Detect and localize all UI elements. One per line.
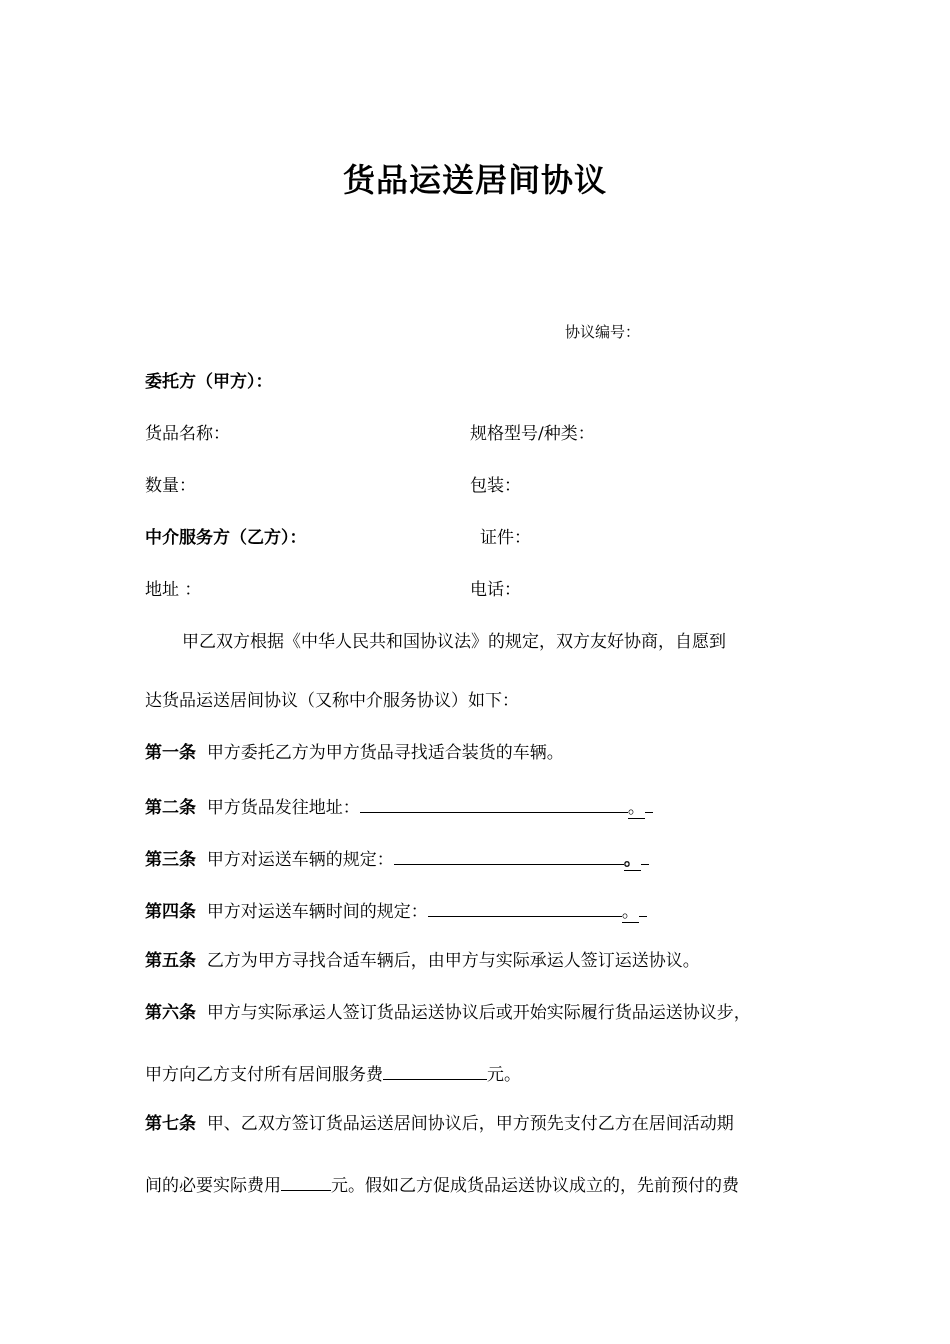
agreement-number-label: 协议编号： <box>565 323 641 341</box>
clause-7-line-2 <box>145 1172 739 1197</box>
phone-label: 电话： <box>470 580 521 600</box>
goods-spec-label: 规格型号/种类： <box>470 424 595 444</box>
clause-1-text: 甲方委托乙方为甲方货品寻找适合装货的车辆。 <box>206 743 564 763</box>
clause-2 <box>145 794 653 819</box>
clause-6-line2-pre: 甲方向乙方支付所有居间服务费 <box>145 1065 383 1085</box>
id-document-label: 证件： <box>480 528 531 548</box>
clause-4-blank[interactable] <box>428 898 622 917</box>
clause-3-text: 甲方对运送车辆的规定： <box>206 850 394 870</box>
packaging-label: 包装： <box>470 476 521 496</box>
intro-line-1: 甲乙双方根据《中华人民共和国协议法》的规定，双方友好协商，自愿到 <box>182 632 726 652</box>
clause-3 <box>145 846 649 871</box>
clause-3-end: 。 <box>623 850 641 870</box>
clause-6-label: 第六条 <box>145 1003 196 1023</box>
expense-blank[interactable] <box>281 1172 331 1191</box>
clause-3-blank[interactable] <box>394 846 624 865</box>
clause-6-line-2 <box>145 1061 521 1086</box>
clause-4 <box>145 898 647 923</box>
intro-line-2: 达货品运送居间协议（又称中介服务协议）如下： <box>145 691 519 711</box>
clause-5-label: 第五条 <box>145 951 196 971</box>
clause-7-label: 第七条 <box>145 1114 196 1134</box>
clause-7 <box>145 1113 734 1135</box>
clause-2-end: 。 <box>627 798 645 818</box>
clause-4-end: 。 <box>621 902 639 922</box>
quantity-label: 数量： <box>145 476 196 496</box>
clause-5-text: 乙方为甲方寻找合适车辆后，由甲方与实际承运人签订运送协议。 <box>206 951 700 971</box>
clause-1-label: 第一条 <box>145 743 196 763</box>
clause-2-label: 第二条 <box>145 798 196 818</box>
clause-7-text: 甲、乙双方签订货品运送居间协议后，甲方预先支付乙方在居间活动期 <box>206 1114 734 1134</box>
clause-5 <box>145 950 700 972</box>
clause-6-text: 甲方与实际承运人签订货品运送协议后或开始实际履行货品运送协议步， <box>206 1003 751 1023</box>
clause-4-label: 第四条 <box>145 902 196 922</box>
clause-6 <box>145 1002 751 1024</box>
page-title: 货品运送居间协议 <box>342 161 607 199</box>
clause-2-blank[interactable] <box>360 794 628 813</box>
clause-3-label: 第三条 <box>145 850 196 870</box>
party-a-label: 委托方（甲方）： <box>145 372 273 392</box>
service-fee-blank[interactable] <box>383 1061 487 1080</box>
address-label: 地址 ： <box>145 580 202 600</box>
clause-1 <box>145 742 564 764</box>
goods-name-label: 货品名称： <box>145 424 230 444</box>
clause-4-text: 甲方对运送车辆时间的规定： <box>206 902 428 922</box>
clause-7-line2-post: 元。假如乙方促成货品运送协议成立的，先前预付的费 <box>331 1176 739 1196</box>
party-b-label: 中介服务方（乙方）： <box>145 528 307 548</box>
clause-6-line2-post: 元。 <box>487 1065 521 1085</box>
clause-7-line2-pre: 间的必要实际费用 <box>145 1176 281 1196</box>
clause-2-text: 甲方货品发往地址： <box>206 798 360 818</box>
